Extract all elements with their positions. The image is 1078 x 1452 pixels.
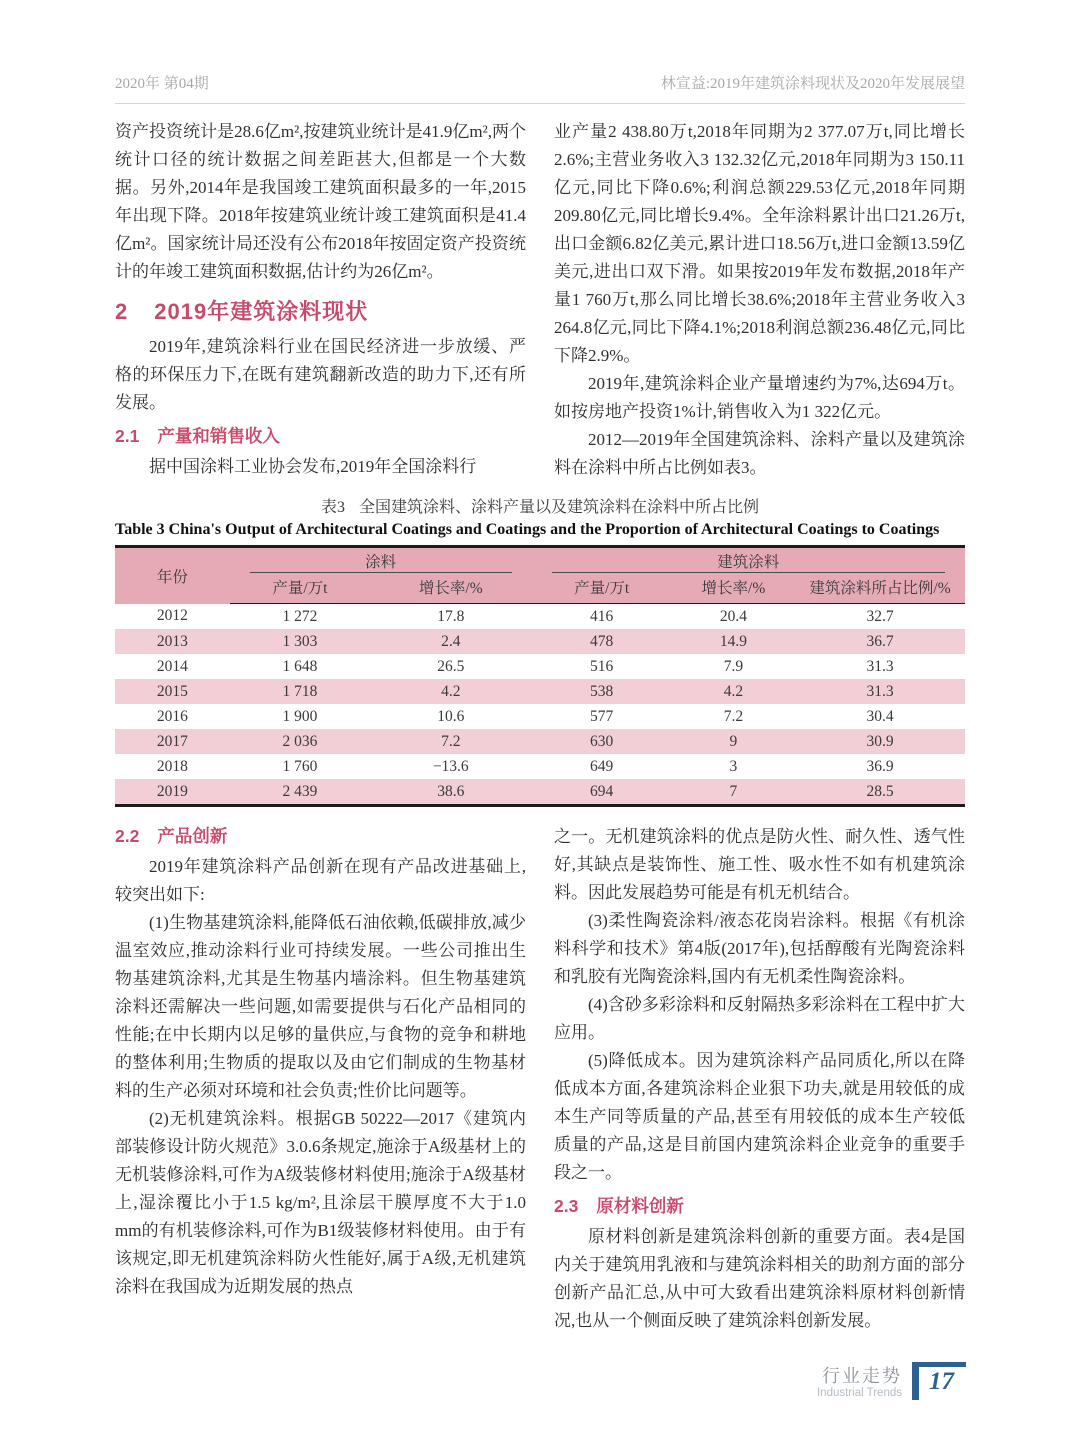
- paragraph: (5)降低成本。因为建筑涂料产品同质化,所以在降低成本方面,各建筑涂料企业狠下功夫,就是用较低的成本生产同等质量的产品,甚至有用较低的成本生产较低质量的产品,这是目前国内建筑涂料企业竞争的重要手段之一。: [554, 1051, 965, 1182]
- table-row: [115, 679, 965, 704]
- section-title: 产量和销售收入: [157, 426, 280, 446]
- table-cell: 1 272: [282, 607, 318, 625]
- table-cell: 1 718: [282, 682, 318, 700]
- col-group-coatings: 涂料: [230, 547, 532, 575]
- paragraph: 2019年,建筑涂料行业在国民经济进一步放缓、严格的环保压力下,在既有建筑翻新改造的助力下,还有所发展。: [115, 337, 526, 412]
- paragraph: 业产量2 438.80万t,2018年同期为2 377.07万t,同比增长2.6%;主营业务收入3 132.32亿元,2018年同期为3 150.11亿元,同比下降0.6%;利润总额229.53亿元,2018年同期209.80亿元,同比增长9.4%。全年涂料累计出口21.26万t,出口金额6.82亿美元,累计进口18.56万t,进口金额13.59亿美元,进出口双下滑。如果按2019年发布数据,2018年产量1 760万t,那么同比增长38.6%;2018年主营业务收入3 264.8亿元,同比下降4.1%;2018利润总额236.48亿元,同比下降2.9%。: [554, 122, 965, 365]
- paragraph: (4)含砂多彩涂料和反射隔热多彩涂料在工程中扩大应用。: [554, 995, 965, 1042]
- section-title: 原材料创新: [596, 1196, 684, 1216]
- footer-section-labels: [817, 1362, 902, 1400]
- table-cell: 2 036: [282, 732, 318, 750]
- table-cell: 577: [590, 707, 614, 725]
- table-row: [115, 704, 965, 729]
- table-cell: 1 900: [282, 707, 318, 725]
- table-cell: 2016: [156, 707, 188, 725]
- table-row: [115, 779, 965, 806]
- paragraph: (2)无机建筑涂料。根据GB 50222—2017《建筑内部装修设计防火规范》3.0.6条规定,施涂于A级基材上的无机装修涂料,可作为A级装修材料使用;施涂于A级基材上,湿涂覆比小于1.5 kg/m²,且涂层干膜厚度不大于1.0 mm的有机装修涂料,可作为B1级装修材料使用。由于有该规定,即无机建筑涂料防火性能好,属于A级,无机建筑涂料在我国成为近期发展的热点: [115, 1109, 526, 1296]
- table-cell: 26.5: [437, 657, 465, 675]
- page-number: 17: [912, 1362, 966, 1400]
- table-cell: 2 439: [282, 782, 318, 800]
- section-2-3-heading: [554, 1193, 965, 1218]
- col-header-growth1: 增长率/%: [370, 574, 532, 604]
- top-right-column: [554, 118, 965, 482]
- table-cell: 478: [590, 632, 614, 650]
- paragraph: 2019年,建筑涂料企业产量增速约为7%,达694万t。如按房地产投资1%计,销售收入为1 322亿元。: [554, 374, 965, 421]
- table-cell: 516: [590, 657, 614, 675]
- table-cell: 1 303: [282, 632, 318, 650]
- table-cell: 36.9: [866, 757, 894, 775]
- table-row: [115, 754, 965, 779]
- paragraph: 2019年建筑涂料产品创新在现有产品改进基础上,较突出如下:: [115, 857, 526, 904]
- table-header: [115, 547, 965, 604]
- table-cell: 649: [590, 757, 614, 775]
- paragraph: 资产投资统计是28.6亿m²,按建筑业统计是41.9亿m²,两个统计口径的统计数据之间差距甚大,但都是一个大数据。另外,2014年是我国竣工建筑面积最多的一年,2015年出现下降。2018年按建筑业统计竣工建筑面积是41.4亿m²。国家统计局还没有公布2018年按固定资产投资统计的年竣工建筑面积数据,估计约为26亿m²。: [115, 122, 526, 281]
- col-header-output2: 产量/万t: [532, 574, 672, 604]
- table-cell: 7.2: [723, 707, 744, 725]
- section-number: 2.1: [115, 426, 140, 446]
- section-number: 2.2: [115, 826, 140, 846]
- table-title-text: 全国建筑涂料、涂料产量以及建筑涂料在涂料中所占比例: [359, 499, 760, 516]
- table-cell: 3: [729, 757, 738, 775]
- paragraph: 据中国涂料工业协会发布,2019年全国涂料行: [149, 457, 477, 476]
- running-title: 林宣益:2019年建筑涂料现状及2020年发展展望: [660, 76, 965, 92]
- footer-label-en: Industrial Trends: [816, 1387, 902, 1399]
- table-row: [115, 654, 965, 679]
- table3: [115, 545, 965, 807]
- section-number: 2: [115, 299, 129, 324]
- col-header-year: 年份: [156, 568, 188, 586]
- table-cell: 2015: [156, 682, 188, 700]
- table-title-cn: [115, 494, 965, 517]
- table-cell: −13.6: [432, 757, 469, 775]
- paragraph: 2012—2019年全国建筑涂料、涂料产量以及建筑涂料在涂料中所占比例如表3。: [554, 430, 965, 477]
- table-cell: 4.2: [723, 682, 744, 700]
- table3-block: [115, 494, 965, 807]
- table-cell: 31.3: [866, 657, 894, 675]
- table-cell: 38.6: [437, 782, 465, 800]
- table-row: [115, 729, 965, 754]
- paragraph: 原材料创新是建筑涂料创新的重要方面。表4是国内关于建筑用乳液和与建筑涂料相关的助剂方面的部分创新产品汇总,从中可大致看出建筑涂料原材料创新情况,也从一个侧面反映了建筑涂料创新发展。: [554, 1227, 965, 1330]
- table-cell: 630: [590, 732, 614, 750]
- table-body: [115, 604, 965, 806]
- section-number: 2.3: [554, 1196, 579, 1216]
- table-subheader-row: [115, 574, 965, 604]
- bottom-columns: [115, 823, 965, 1335]
- table-cell: 7: [729, 782, 738, 800]
- section-2-1-heading: [115, 423, 526, 448]
- table-title-en: Table 3 China's Output of Architectural Coatings and Coatings and the Proportion of Architectural Coatings to Coatings: [115, 521, 940, 538]
- table-cell: 2012: [156, 607, 188, 625]
- col-group-architectural: 建筑涂料: [532, 547, 966, 575]
- col-header-output1: 产量/万t: [230, 574, 370, 604]
- page-header: [115, 0, 965, 104]
- table-cell: 31.3: [866, 682, 894, 700]
- table-cell: 28.5: [866, 782, 894, 800]
- table-cell: 30.9: [866, 732, 894, 750]
- table-cell: 1 648: [282, 657, 318, 675]
- footer-label-cn: 行业走势: [822, 1366, 902, 1386]
- table-cell: 36.7: [866, 632, 894, 650]
- section-title: 2019年建筑涂料现状: [154, 299, 369, 324]
- paragraph: 之一。无机建筑涂料的优点是防火性、耐久性、透气性好,其缺点是装饰性、施工性、吸水性不如有机建筑涂料。因此发展趋势可能是有机无机结合。: [554, 827, 965, 902]
- paragraph: (1)生物基建筑涂料,能降低石油依赖,低碳排放,减少温室效应,推动涂料行业可持续发展。一些公司推出生物基建筑涂料,尤其是生物基内墙涂料。但生物基建筑涂料还需解决一些问题,如需要提供与石化产品相同的性能;在中长期内以足够的量供应,与食物的竞争和耕地的整体利用;生物质的提取以及由它们制成的生物基材料的生产必须对环境和社会负责;性价比问题等。: [115, 913, 526, 1100]
- table-cell: 416: [590, 607, 614, 625]
- table-cell: 2019: [156, 782, 188, 800]
- table-cell: 7.9: [723, 657, 744, 675]
- section-2-heading: [115, 295, 526, 326]
- table-cell: 2017: [156, 732, 188, 750]
- bottom-left-column: [115, 823, 526, 1335]
- table-cell: 1 760: [282, 757, 318, 775]
- col-header-growth2: 增长率/%: [672, 574, 795, 604]
- table-cell: 7.2: [441, 732, 461, 750]
- table-cell: 538: [590, 682, 614, 700]
- page-footer: [817, 1362, 966, 1400]
- table-row: [115, 629, 965, 654]
- table-cell: 32.7: [866, 607, 894, 625]
- table-cell: 2014: [156, 657, 188, 675]
- table-row: [115, 604, 965, 630]
- bottom-right-column: [554, 823, 965, 1335]
- top-columns: [115, 118, 965, 482]
- table-cell: 20.4: [719, 607, 747, 625]
- section-title: 产品创新: [157, 826, 228, 846]
- table-group-row: [115, 547, 965, 575]
- table-cell: 14.9: [719, 632, 747, 650]
- issue-label: 2020年 第04期: [115, 76, 209, 92]
- table-cell: 9: [729, 732, 738, 750]
- table-cell: 10.6: [437, 707, 465, 725]
- table-cell: 694: [590, 782, 614, 800]
- table-cell: 4.2: [441, 682, 461, 700]
- table-cell: 2018: [156, 757, 188, 775]
- col-header-proportion: 建筑涂料所占比例/%: [795, 574, 965, 604]
- table-cell: 30.4: [866, 707, 894, 725]
- paragraph: (3)柔性陶瓷涂料/液态花岗岩涂料。根据《有机涂料科学和技术》第4版(2017年),包括醇酸有光陶瓷涂料和乳胶有光陶瓷涂料,国内有无机柔性陶瓷涂料。: [554, 911, 965, 986]
- page-content: [115, 0, 965, 1335]
- top-left-column: [115, 118, 526, 482]
- table-cell: 2013: [156, 632, 188, 650]
- table-cell: 17.8: [437, 607, 465, 625]
- section-2-2-heading: [115, 823, 526, 848]
- table-cell: 2.4: [441, 632, 461, 650]
- table-label: 表3: [320, 499, 345, 516]
